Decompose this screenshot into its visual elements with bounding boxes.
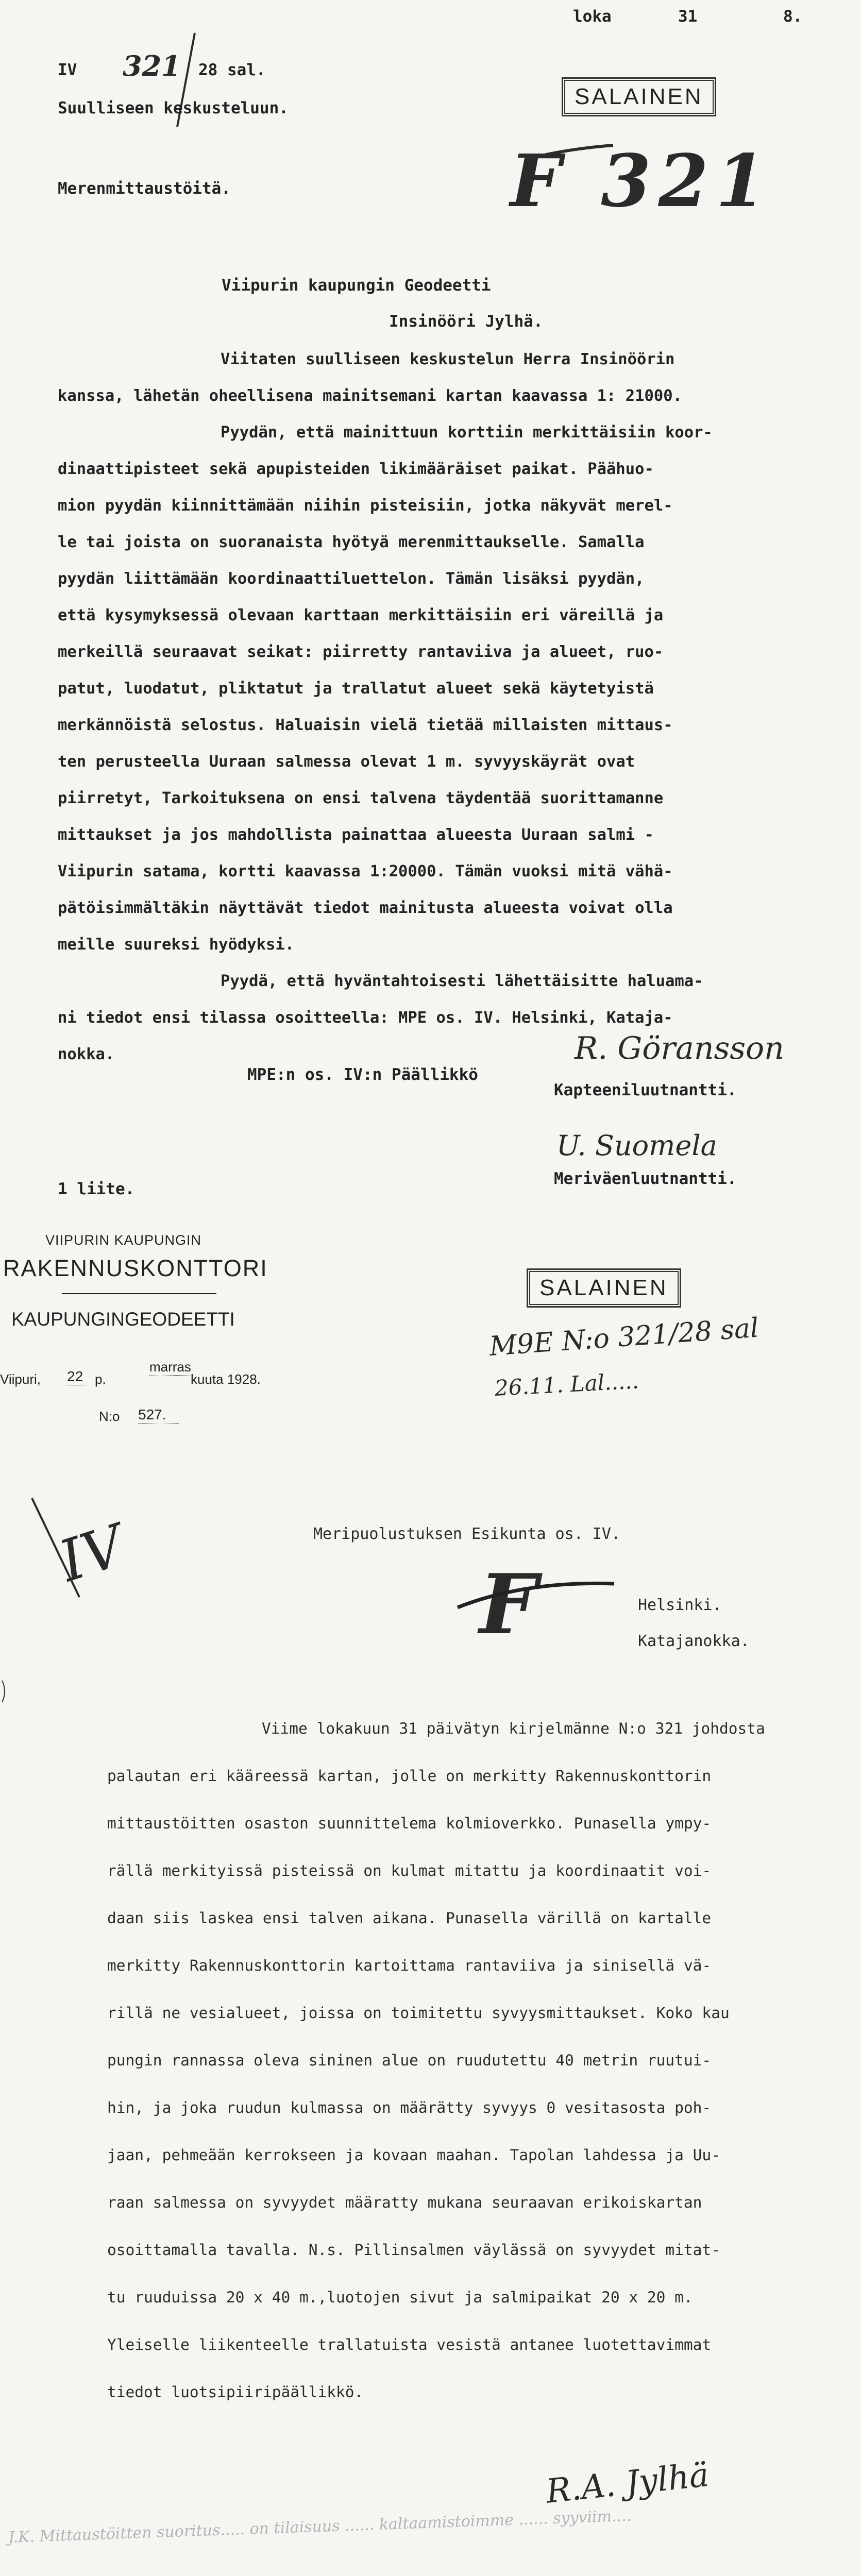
- letterhead-month: marras: [149, 1359, 191, 1375]
- subject-ref: Suulliseen keskusteluun.: [58, 99, 289, 117]
- signature-1-title: Kapteeniluutnantti.: [554, 1081, 737, 1099]
- letterhead-line-2: RAKENNUSKONTTORI: [3, 1255, 268, 1281]
- body-line: meille suureksi hyödyksi.: [58, 936, 295, 954]
- letterhead-year: kuuta 1928.: [191, 1371, 261, 1387]
- body-line: merkännöistä selostus. Haluaisin vielä tietää millaisten mittaus-: [58, 716, 673, 734]
- body-2-line: jaan, pehmeään kerrokseen ja kovaan maahan. Tapolan lahdessa ja Uu-: [107, 2146, 720, 2164]
- letter-2-body: [54, 1720, 857, 2431]
- body-line: Viitaten suulliseen keskustelun Herra Insinöörin: [221, 350, 675, 368]
- body-2-line: tiedot luotsipiiripäällikkö.: [107, 2383, 364, 2401]
- body-2-line: mittaustöitten osaston suunnittelema kolmioverkko. Punasella ympy-: [107, 1815, 712, 1832]
- letterhead-no-label: N:o: [99, 1409, 120, 1424]
- body-line: merkeillä seuraavat seikat: piirretty rantaviiva ja alueet, ruo-: [58, 643, 664, 661]
- signature-1-prefix: MPE:n os. IV:n Päällikkö: [247, 1065, 478, 1084]
- signature-2-handwritten: U. Suomela: [556, 1129, 717, 1162]
- body-line: le tai joista on suoranaista hyötyä merenmittaukselle. Samalla: [58, 533, 645, 551]
- recipient-2-line-3: Katajanokka.: [638, 1632, 750, 1650]
- body-2-line: rällä merkityissä pisteissä on kulmat mitattu ja koordinaatit voi-: [107, 1862, 712, 1879]
- recipient-line-1: Viipurin kaupungin Geodeetti: [222, 276, 491, 295]
- body-2-line: pungin rannassa oleva sininen alue on ruudutettu 40 metrin ruutui-: [107, 2052, 712, 2069]
- body-2-line: daan siis laskea ensi talven aikana. Punasella värillä on kartalle: [107, 1909, 712, 1927]
- margin-handwritten-mark: IV: [52, 1512, 132, 1595]
- f-mark-stroke: [515, 139, 618, 242]
- body-line: ni tiedot ensi tilassa osoitteella: MPE os. IV. Helsinki, Kataja-: [58, 1009, 673, 1027]
- date-month: loka: [573, 7, 612, 26]
- ref-suffix: 28 sal.: [198, 61, 266, 79]
- body-line: dinaattipisteet sekä apupisteiden likimääräiset paikat. Päähuo-: [58, 460, 654, 478]
- body-line: Pyydän, että mainittuun korttiin merkittäisiin koor-: [221, 423, 713, 442]
- secret-stamp-text: SALAINEN: [564, 80, 714, 114]
- body-2-line: tu ruuduissa 20 x 40 m.,luotojen sivut ja salmipaikat 20 x 20 m.: [107, 2289, 693, 2306]
- body-line: pätöisimmältäkin näyttävät tiedot mainitusta alueesta voivat olla: [58, 899, 673, 917]
- letterhead-no-value: 527.: [138, 1406, 179, 1423]
- secret-stamp: [562, 77, 716, 116]
- letterhead-day: 22: [64, 1368, 86, 1385]
- handwritten-f: F: [479, 1556, 538, 1653]
- signature-jylha: R.A. Jylhä: [544, 2456, 711, 2511]
- enclosure: 1 liite.: [58, 1180, 135, 1198]
- letter-1-body: [58, 350, 810, 1082]
- body-2-line: hin, ja joka ruudun kulmassa on määrätty syvyys 0 vesitasosta poh-: [107, 2099, 712, 2116]
- body-2-line: osoittamalla tavalla. N.s. Pillinsalmen väylässä on syvyydet mitat-: [107, 2241, 720, 2259]
- date-day: 31: [678, 7, 698, 26]
- body-line: nokka.: [58, 1045, 115, 1063]
- handwritten-registry-ref: M9E N:o 321/28 sal: [488, 1312, 760, 1362]
- signature-1-handwritten: R. Göransson: [575, 1030, 784, 1066]
- letterhead-place: Viipuri,: [0, 1371, 41, 1387]
- body-line: ten perusteella Uuraan salmessa olevat 1 m. syvyyskäyrät ovat: [58, 753, 635, 771]
- letterhead-divider: [62, 1292, 216, 1295]
- date-number: 8.: [783, 7, 803, 26]
- body-2-line: Viime lokakuun 31 päivätyn kirjelmänne N:o 321 johdosta: [262, 1720, 765, 1737]
- body-2-line: Yleiselle liikenteelle trallatuista vesistä antanee luotettavimmat: [107, 2336, 712, 2353]
- ref-prefix: IV: [58, 61, 77, 79]
- margin-bracket-mark: [0, 1679, 9, 1704]
- letterhead-line-3: KAUPUNGINGEODEETTI: [11, 1309, 235, 1330]
- body-2-line: raan salmessa on syvyydet määratty mukana seuraavan erikoiskartan: [107, 2194, 702, 2211]
- recipient-line-2: Insinööri Jylhä.: [389, 312, 543, 331]
- body-line: kanssa, lähetän oheellisena mainitsemani kartan kaavassa 1: 21000.: [58, 387, 682, 405]
- margin-stroke: [26, 1494, 88, 1602]
- body-line: pyydän liittämään koordinaattiluettelon. Tämän lisäksi pyydän,: [58, 570, 645, 588]
- f-cross-stroke: [453, 1577, 618, 1613]
- body-line: mittaukset ja jos mahdollista painattaa alueesta Uuraan salmi -: [58, 826, 654, 844]
- secret-stamp-2-text: SALAINEN: [529, 1271, 679, 1305]
- secret-stamp-2: [527, 1268, 681, 1308]
- body-line: Pyydä, että hyväntahtoisesti lähettäisitte haluama-: [221, 972, 703, 990]
- body-line: piirretyt, Tarkoituksena on ensi talvena täydentää suorittamanne: [58, 789, 664, 807]
- body-line: Viipurin satama, kortti kaavassa 1:20000. Tämän vuoksi mitä vähä-: [58, 862, 673, 880]
- body-2-line: palautan eri kääreessä kartan, jolle on merkitty Rakennuskonttorin: [107, 1767, 712, 1785]
- signature-2-title: Meriväenluutnantti.: [554, 1170, 737, 1188]
- body-2-line: rillä ne vesialueet, joissa on toimitettu syvyysmittaukset. Koko kau: [107, 2004, 730, 2022]
- ref-number-handwritten: 321: [123, 49, 181, 82]
- subject: Merenmittaustöitä.: [58, 179, 231, 198]
- recipient-2-line-2: Helsinki.: [638, 1596, 722, 1614]
- body-line: että kysymyksessä olevaan karttaan merkittäisiin eri väreillä ja: [58, 606, 664, 624]
- body-line: mion pyydän kiinnittämään niihin pisteisiin, jotka näkyvät merel-: [58, 497, 673, 515]
- handwritten-registry-date: 26.11. Lal.....: [494, 1368, 639, 1401]
- recipient-2-line-1: Meripuolustuksen Esikunta os. IV.: [313, 1525, 621, 1543]
- letterhead-line-1: VIIPURIN KAUPUNGIN: [45, 1232, 202, 1248]
- letterhead-p: p.: [95, 1371, 106, 1387]
- handwritten-archive-ref: F 321: [510, 139, 773, 224]
- body-line: patut, luodatut, pliktatut ja trallatut alueet sekä käytetyistä: [58, 680, 654, 698]
- faint-handwritten-footnote: J.K. Mittaustöitten suoritus..... on tilaisuus ...... kaltaamistoimme ...... syyviim....: [8, 2506, 632, 2547]
- body-2-line: merkitty Rakennuskonttorin kartoittama rantaviiva ja sinisellä vä-: [107, 1957, 712, 1974]
